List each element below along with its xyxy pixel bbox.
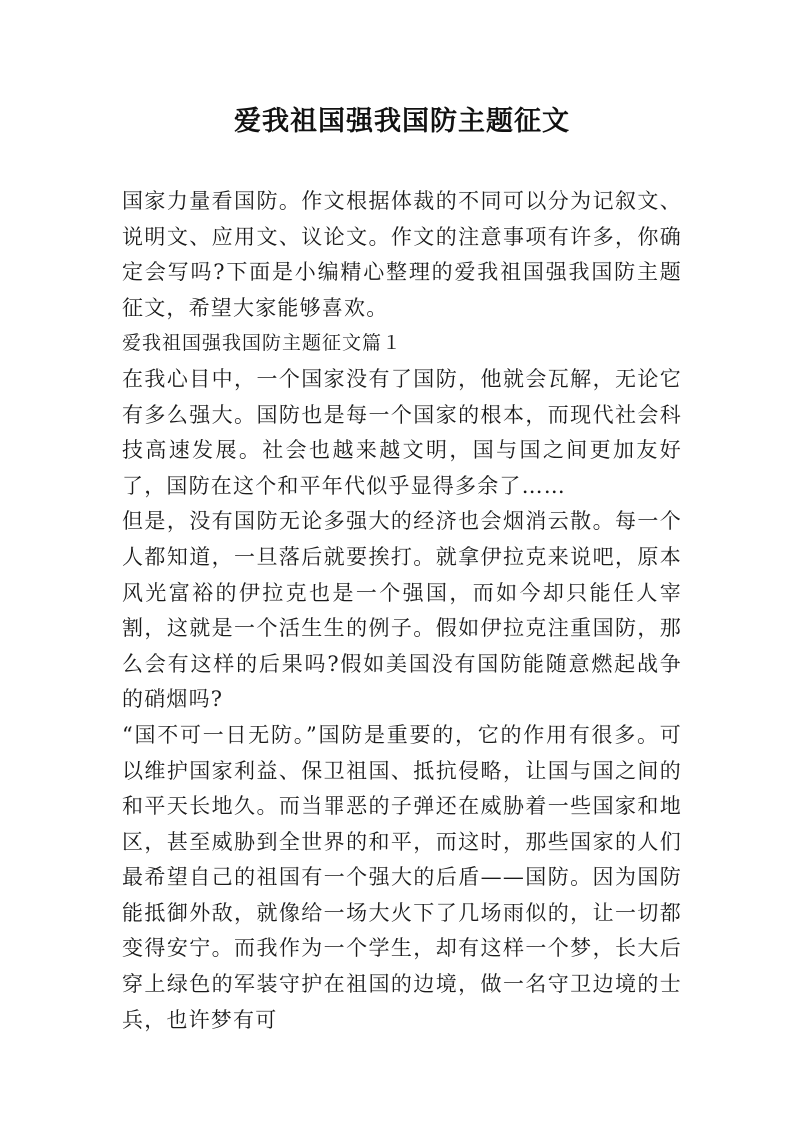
body-paragraph-1: 在我心目中，一个国家没有了国防，他就会瓦解，无论它有多么强大。国防也是每一个国家的根本，而现代社会科技高速发展。社会也越来越文明，国与国之间更加友好了，国防在这个和平年代似乎显得多余了…… [122,366,682,498]
section-heading: 爱我祖国强我国防主题征文篇１ [122,332,403,355]
intro-paragraph: 国家力量看国防。作文根据体裁的不同可以分为记叙文、说明文、应用文、议论文。作文的注意事项有许多，你确定会写吗?下面是小编精心整理的爱我祖国强我国防主题征文，希望大家能够喜欢。 [122,189,682,320]
body-paragraph-3: “国不可一日无防。”国防是重要的，它的作用有很多。可以维护国家利益、保卫祖国、抵抗侵略，让国与国之间的和平天长地久。而当罪恶的子弹还在威胁着一些国家和地区，甚至威胁到全世界的和平，而这时，那些国家的人们最希望自己的祖国有一个强大的后盾——国防。因为国防能抵御外敌，就像给一场大火下了几场雨似的，让一切都变得安宁。而我作为一个学生，却有这样一个梦，长大后穿上绿色的军装守护在祖国的边境，做一名守卫边境的士兵，也许梦有可 [122,722,682,1032]
body-paragraph-2: 但是，没有国防无论多强大的经济也会烟消云散。每一个人都知道，一旦落后就要挨打。就拿伊拉克来说吧，原本风光富裕的伊拉克也是一个强国，而如今却只能任人宰割，这就是一个活生生的例子。假如伊拉克注重国防，那么会有这样的后果吗?假如美国没有国防能随意燃起战争的硝烟吗? [122,509,682,712]
document-title: 爱我祖国强我国防主题征文 [234,106,570,137]
document-body [122,184,682,1038]
